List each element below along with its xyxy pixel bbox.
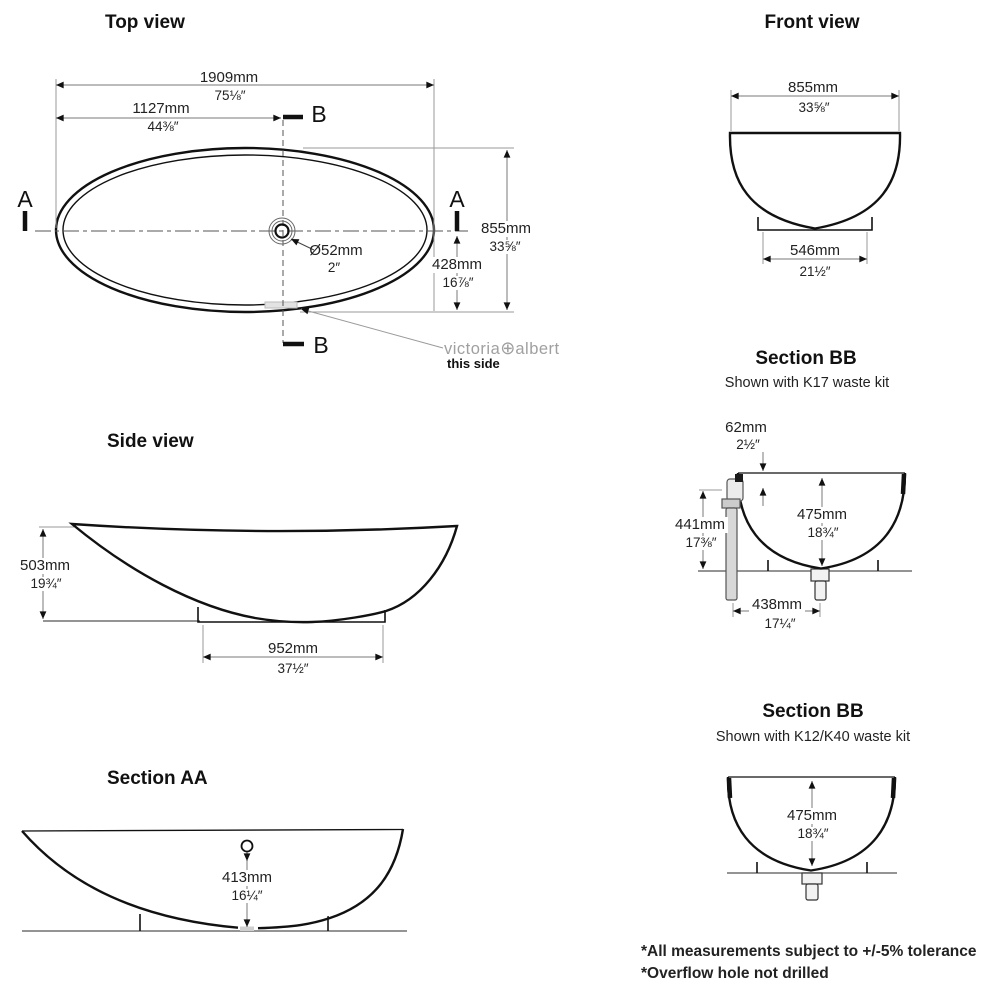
footnote-overflow: *Overflow hole not drilled — [641, 965, 829, 982]
front-view-drawing — [730, 90, 900, 264]
section-bb-k17-title: Section BB — [755, 348, 857, 369]
overflow-standpipe — [722, 474, 743, 600]
top-view-title: Top view — [105, 12, 185, 33]
dim-length-mm: 1909mm — [199, 69, 259, 86]
dim-height-mm: 503mm — [17, 558, 73, 574]
dim-front-width-in: 33⅝″ — [798, 100, 830, 115]
dim-length-in: 75⅛″ — [214, 88, 246, 103]
dim-k17-depth-mm: 475mm — [794, 507, 850, 523]
tub-front-outline — [730, 133, 900, 229]
this-side-note: this side — [447, 356, 500, 371]
top-view-drawing — [25, 79, 514, 348]
dim-k17-drain-offset-in: 17¼″ — [764, 616, 796, 631]
dim-side-base-mm: 952mm — [267, 640, 319, 657]
tub-side-outline — [72, 524, 457, 622]
dim-rim-to-overflow-mm: 62mm — [725, 419, 767, 436]
dim-to-drain-mm: 1127mm — [132, 100, 190, 117]
tub-inner-rim — [63, 155, 427, 305]
drain-mark — [240, 927, 254, 932]
dim-side-base-in: 37½″ — [277, 661, 309, 676]
dim-k17-depth-in: 18¾″ — [804, 526, 841, 540]
dim-front-base-mm: 546mm — [789, 242, 841, 259]
dim-k17-drain-offset-mm: 438mm — [749, 597, 805, 613]
waste-fitting-k12 — [802, 873, 822, 900]
tub-outer-rim — [56, 148, 434, 312]
section-aa-title: Section AA — [107, 768, 208, 789]
dim-overflow-height-mm: 441mm — [672, 517, 728, 533]
dim-k12-depth-in: 18¾″ — [794, 827, 831, 841]
dim-aa-depth-in: 16¼″ — [228, 889, 265, 903]
front-view-title: Front view — [764, 12, 860, 33]
dim-drain-dia-in: 2″ — [327, 260, 341, 275]
brand-logo-victoria: victoria — [444, 340, 501, 358]
dim-to-drain-in: 44⅜″ — [147, 119, 179, 134]
dim-front-width-mm: 855mm — [787, 79, 839, 96]
dim-width-mm: 855mm — [478, 221, 534, 237]
section-bb-k12-title: Section BB — [762, 701, 864, 722]
section-b-label-top: B — [311, 101, 327, 127]
overflow-slot — [265, 302, 297, 308]
waste-fitting-k17 — [811, 569, 829, 600]
side-view-drawing — [39, 524, 457, 663]
section-a-label-left: A — [17, 186, 33, 212]
dim-height-in: 19¾″ — [27, 577, 64, 591]
section-bb-k17-subtitle: Shown with K17 waste kit — [724, 375, 890, 391]
dim-width-in: 33⅝″ — [486, 240, 523, 254]
section-b-label-bottom: B — [313, 332, 329, 358]
dim-drain-dia-mm: Ø52mm — [309, 242, 363, 259]
dim-drain-offset-mm: 428mm — [429, 257, 485, 273]
dim-aa-depth-mm: 413mm — [219, 870, 275, 886]
dim-rim-to-overflow-in: 2½″ — [736, 437, 760, 452]
section-a-label-right: A — [449, 186, 465, 212]
section-bb-k12-subtitle: Shown with K12/K40 waste kit — [715, 729, 911, 745]
plinth — [198, 607, 385, 622]
plus-circle-icon: ⊕ — [500, 338, 516, 358]
dim-front-base-in: 21½″ — [799, 264, 831, 279]
plug-pull — [242, 841, 253, 852]
dim-k12-depth-mm: 475mm — [784, 808, 840, 824]
footnote-tolerance: *All measurements subject to +/-5% tolerance — [641, 943, 977, 960]
section-aa-drawing — [22, 829, 407, 931]
brand-logo-albert: albert — [515, 340, 560, 358]
dim-drain-offset-in: 16⅞″ — [439, 276, 476, 290]
side-view-title: Side view — [107, 431, 194, 452]
dim-overflow-height-in: 17⅜″ — [682, 536, 719, 550]
